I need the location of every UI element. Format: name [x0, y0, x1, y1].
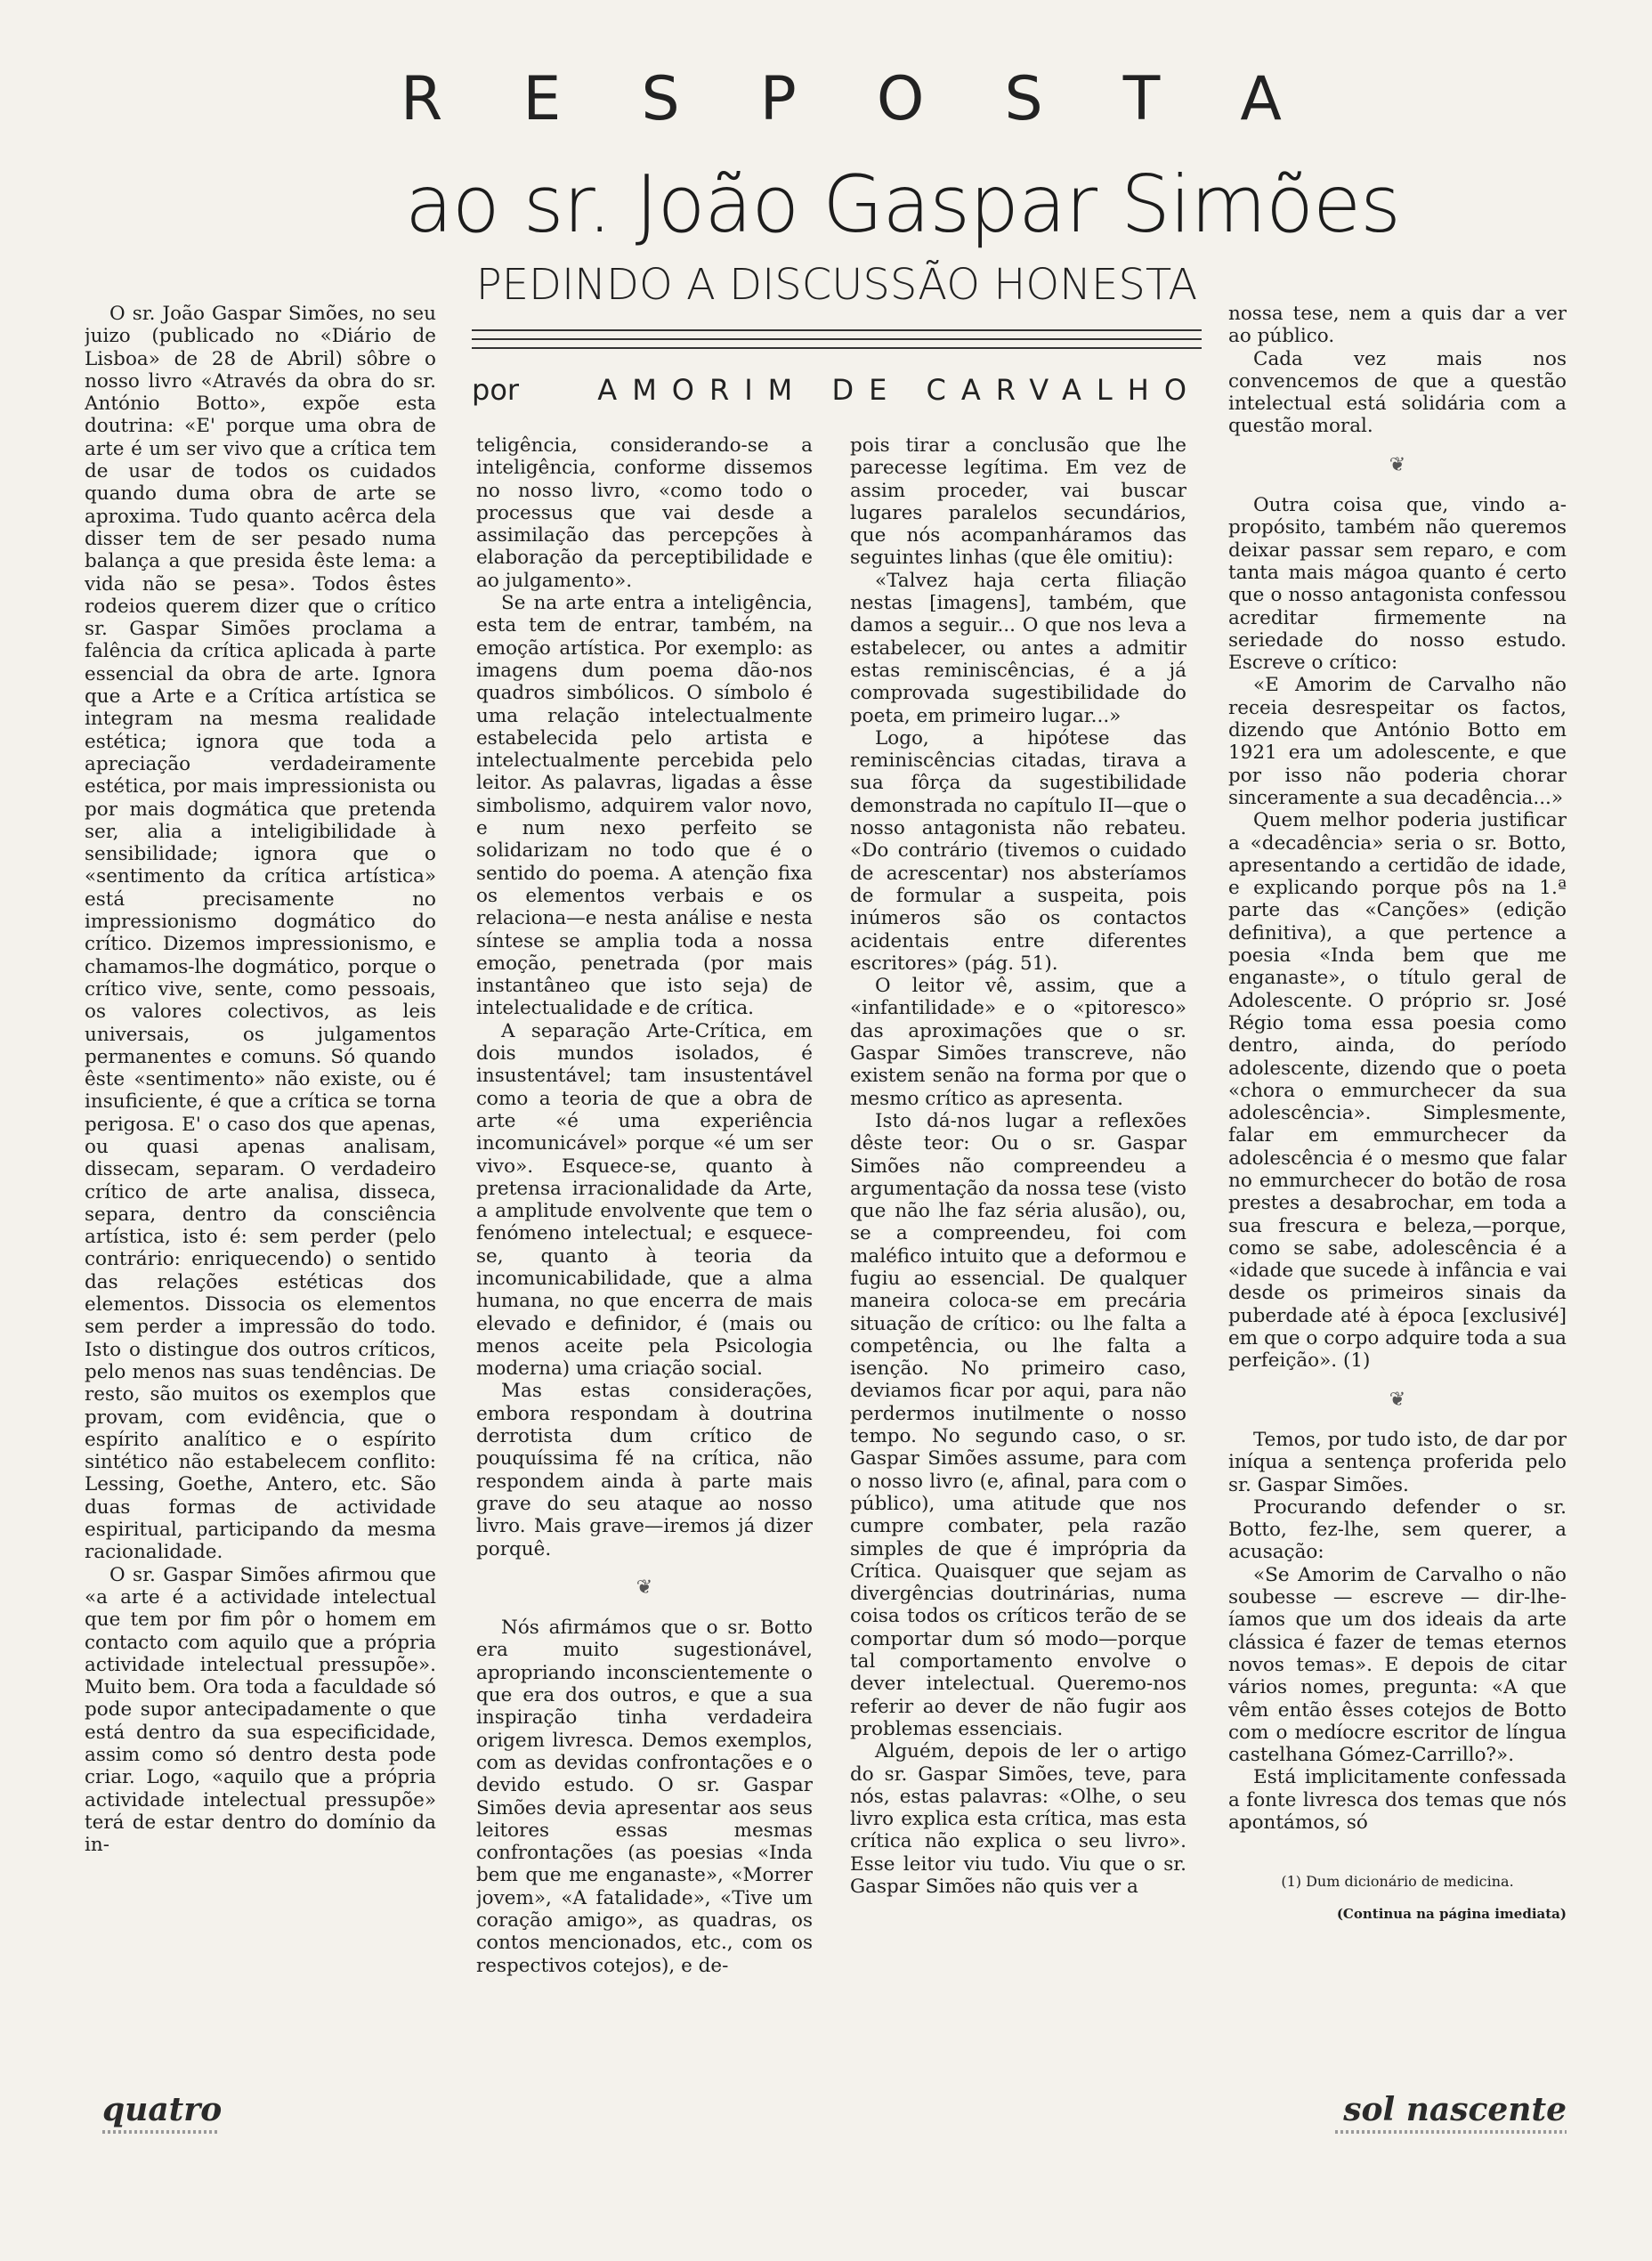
paragraph: Quem melhor poderia justificar a «decadência» seria o sr. Botto, apresentando a certidão de idade, e explicando porque pôs na 1.ª parte das «Canções» (edição definitiva), a que pertence a poesia «Inda bem que me enganaste», o título geral de Adolescente. O próprio sr. José Régio toma essa poesia como dentro, ainda, do período adolescente, dizendo que o poeta «chora o emmurchecer da sua adolescência». Simplesmente, falar em emmurchecer da adolescência é o mesmo que falar no emmurchecer do botão de rosa prestes a desabrochar, em toda a sua frescura e beleza,—porque, como se sabe, adolescência é a «idade que sucede à infância e vai desde os primeiros sinais da puberdade até à época [exclusivé] em que o corpo adquire toda a sua perfeição». (1): [1228, 809, 1567, 1373]
text-column-3: [850, 434, 1186, 2090]
paragraph: Alguém, depois de ler o artigo do sr. Gaspar Simões, teve, para nós, estas palavras: «Olhe, o seu livro explica esta crítica, mas esta crítica não explica o seu livro». Esse leitor viu tudo. Viu que o sr. Gaspar Simões não quis ver a: [850, 1740, 1186, 1898]
paragraph: «E Amorim de Carvalho não receia desrespeitar os factos, dizendo que António Botto em 1921 era um adolescente, e que por isso não poderia chorar sinceramente a sua decadência...»: [1228, 674, 1567, 809]
ornament-icon: ❦: [636, 1576, 653, 1599]
kicker-letter: S: [641, 64, 680, 134]
paragraph: «Se Amorim de Carvalho o não soubesse — escreve — dir-lhe-íamos que um dos ideais da arte clássica é fazer de temas eternos novos temas». E depois de citar vários nomes, pregunta: «A que vêm então êsses cotejos de Botto com o medíocre escritor de língua castelhana Gómez-Carrillo?».: [1228, 1563, 1567, 1767]
kicker-letter: E: [522, 64, 562, 134]
headline: ao sr. João Gaspar Simões: [405, 158, 1400, 250]
paragraph: O leitor vê, assim, que a «infantilidade» e o «pitoresco» das aproximações que o sr. Gaspar Simões transcreve, não existem senão na forma por que o mesmo crítico as apresenta.: [850, 975, 1186, 1110]
paragraph: O sr. Gaspar Simões afirmou que «a arte é a actividade intelectual que tem por fim pôr o homem em contacto com aquilo que a própria actividade intelectual pressupõe». Muito bem. Ora toda a faculdade só pode supor antecipadamente o que está dentro da sua especificidade, assim como só dentro desta pode criar. Logo, «aquilo que a própria actividade intelectual pressupõe» terá de estar dentro do domínio da in-: [85, 1563, 436, 1857]
divider-rule: [472, 347, 1202, 349]
paragraph: Logo, a hipótese das reminiscências citadas, tirava a sua fôrça da sugestibilidade demonstrada no capítulo II—que o nosso antagonista não rebateu. «Do contrário (tivemos o cuidado de acrescentar) nos absteríamos de formular a suspeita, pois inúmeros são os contactos acidentais entre diferentes escritores» (pág. 51).: [850, 726, 1186, 975]
footnote: (1) Dum dicionário de medicina.: [1281, 1873, 1514, 1891]
paragraph: Mas estas considerações, embora respondam à doutrina derrotista dum crítico de pouquíssima fé na crítica, não respondem ainda à parte mais grave do seu ataque ao nosso livro. Mais grave—iremos já dizer porquê.: [476, 1380, 813, 1560]
paragraph: pois tirar a conclusão que lhe parecesse legítima. Em vez de assim proceder, vai buscar lugares paralelos secundários, que nós acompanháramos das seguintes linhas (que êle omitiu):: [850, 434, 1186, 570]
kicker-letter: R: [401, 64, 443, 134]
ornament-icon: ❦: [1389, 1388, 1406, 1411]
kicker-letter: O: [876, 64, 925, 134]
paragraph: Nós afirmámos que o sr. Botto era muito sugestionável, apropriando inconscientemente o que era dos outros, e que a sua inspiração tinha verdadeira origem livresca. Demos exemplos, com as devidas confrontações e o devido estudo. O sr. Gaspar Simões devia apresentar aos seus leitores essas mesmas confrontações (as poesias «Inda bem que me enganaste», «Morrer jovem», «A fatalidade», «Tive um coração amigo», as quadras, os contos mencionados, etc., com os respectivos cotejos), e de-: [476, 1617, 813, 1977]
footer-rule: [1335, 2130, 1567, 2134]
paragraph: Cada vez mais nos convencemos de que a questão intelectual está solidária com a questão moral.: [1228, 347, 1567, 438]
kicker-letter: S: [1004, 64, 1043, 134]
text-column-1: [85, 303, 436, 2083]
paragraph: Isto dá-nos lugar a reflexões dêste teor: Ou o sr. Gaspar Simões não compreendeu a argumentação da nossa tese (visto que não lhe faz séria alusão), ou, se a compreendeu, foi com maléfico intuito que a deformou e fugiu ao essencial. De qualquer maneira coloca-se em precária situação de crítico: ou lhe falta a competência, ou lhe falta a isenção. No primeiro caso, deviamos ficar por aqui, para não perdermos inutilmente o nosso tempo. No segundo caso, o sr. Gaspar Simões assume, para com o nosso livro (e, afinal, para com o público), uma atitude que nos cumpre combater, pela razão simples de que é imprópria da Crítica. Quaisquer que sejam as divergências doutrinárias, numa coisa todos os críticos terão de se comportar dum só modo—porque tal comportamento envolve o dever intelectual. Queremo-nos referir ao dever de não fugir aos problemas essenciais.: [850, 1109, 1186, 1740]
byline-author: AMORIM DE CARVALHO: [597, 373, 1202, 407]
paragraph: Temos, por tudo isto, de dar por iníqua a sentença proferida pelo sr. Gaspar Simões.: [1228, 1428, 1567, 1496]
byline: [472, 372, 1202, 408]
paragraph: O sr. João Gaspar Simões, no seu juizo (publicado no «Diário de Lisboa» de 28 de Abril) sôbre o nosso livro «Através da obra do sr. António Botto», expõe esta doutrina: «E' porque uma obra de arte é um ser vivo que a crítica tem de usar de todos os cuidados quando duma obra de arte se aproxima. Tudo quanto acêrca dela disser tem de ser pesado numa balança a que presida êste lema: a vida não se pesa». Todos êstes rodeios querem dizer que o crítico sr. Gaspar Simões proclama a falência da crítica aplicada à parte essencial da obra de arte. Ignora que a Arte e a Crítica artística se integram na mesma realidade estética; ignora que toda a apreciação verdadeiramente estética, por mais impressionista ou por mais dogmática que pretenda ser, alia a inteligibilidade à sensibilidade; ignora que o «sentimento da crítica artística» está precisamente no impressionismo dogmático do crítico. Dizemos impressionismo, e chamamos-lhe dogmático, porque o crítico vive, sente, como pessoais, os valores colectivos, as leis universais, os julgamentos permanentes e comuns. Só quando êste «sentimento» não existe, ou é insuficiente, é que a crítica se torna perigosa. E' o caso dos que apenas, ou quasi apenas analisam, dissecam, separam. O verdadeiro crítico de arte analisa, disseca, separa, dentro da consciência artística, isto é: sem perder (pelo contrário: enriquecendo) o sentido das relações estéticas dos elementos. Dissocia os elementos sem perder a impressão do todo. Isto o distingue dos outros críticos, pelo menos nas suas tendências. De resto, são muitos os exemplos que provam, com evidência, que o espírito analítico e o espírito sintético não estabelecem conflito: Lessing, Goethe, Antero, etc. São duas formas de actividade espiritual, participando da mesma racionalidade.: [85, 303, 436, 1564]
paragraph: Outra coisa que, vindo a-propósito, também não queremos deixar passar sem reparo, e com tanta mais mágoa quanto é certo que o nosso antagonista confessou acreditar firmemente na seriedade do nosso estudo. Escreve o crítico:: [1228, 494, 1567, 675]
kicker-resposta: [401, 64, 1282, 135]
paragraph: teligência, considerando-se a inteligência, conforme dissemos no nosso livro, «como todo o processus que vai desde a assimilação das percepções à elaboração da perceptibilidade e ao julgamento».: [476, 434, 813, 592]
text-column-2: [476, 434, 813, 2090]
paragraph: Se na arte entra a inteligência, esta tem de entrar, também, na emoção artística. Por exemplo: as imagens dum poema dão-nos quadros simbólicos. O símbolo é uma relação intelectualmente estabelecida pelo artista e intelectualmente percebida pelo leitor. As palavras, ligadas a êsse simbolismo, adquirem valor novo, e num nexo perfeito se solidarizam no todo que é o sentido do poema. A atenção fixa os elementos verbais e os relaciona—e nesta análise e nesta síntese se amplia toda a nossa emoção, penetrada (por mais instantâneo que isto seja) de intelectualidade e de crítica.: [476, 592, 813, 1020]
ornament-icon: ❦: [1389, 453, 1406, 476]
paragraph: Está implicitamente confessada a fonte livresca dos temas que nós apontámos, só: [1228, 1766, 1567, 1834]
publication-name: sol nascente: [1343, 2091, 1567, 2128]
byline-prefix: por: [472, 373, 520, 407]
kicker-letter: A: [1240, 64, 1282, 134]
continued-note: (Continua na página imediata): [1336, 1906, 1567, 1923]
paragraph: A separação Arte-Crítica, em dois mundos isolados, é insustentável; tam insustentável como a teoria de que a obra de arte «é uma experiência incomunicável» porque «é um ser vivo». Esquece-se, quanto à pretensa irracionalidade da Arte, a amplitude envolvente que tem o fenómeno intelectual; e esquece-se, quanto à teoria da incomunicabilidade, que a alma humana, no que encerra de mais elevado e definidor, é (mais ou menos aceite pela Psicologia moderna) uma criação social.: [476, 1019, 813, 1381]
divider-rule: [472, 338, 1202, 340]
footer-rule: [102, 2130, 218, 2134]
subheadline: PEDINDO A DISCUSSÃO HONESTA: [475, 260, 1198, 310]
kicker-letter: P: [759, 64, 797, 134]
page-number-word: quatro: [102, 2091, 223, 2128]
kicker-letter: T: [1122, 64, 1161, 134]
paragraph: Procurando defender o sr. Botto, fez-lhe, sem querer, a acusação:: [1228, 1495, 1567, 1564]
text-column-4: [1228, 303, 1567, 2092]
paragraph: «Talvez haja certa filiação nestas [imagens], também, que damos a seguir... O que nos leva a estabelecer, ou antes a admitir estas reminiscências, é a já comprovada sugestibilidade do poeta, em primeiro lugar...»: [850, 569, 1186, 727]
paragraph: nossa tese, nem a quis dar a ver ao público.: [1228, 303, 1567, 348]
divider-rule: [472, 329, 1202, 331]
